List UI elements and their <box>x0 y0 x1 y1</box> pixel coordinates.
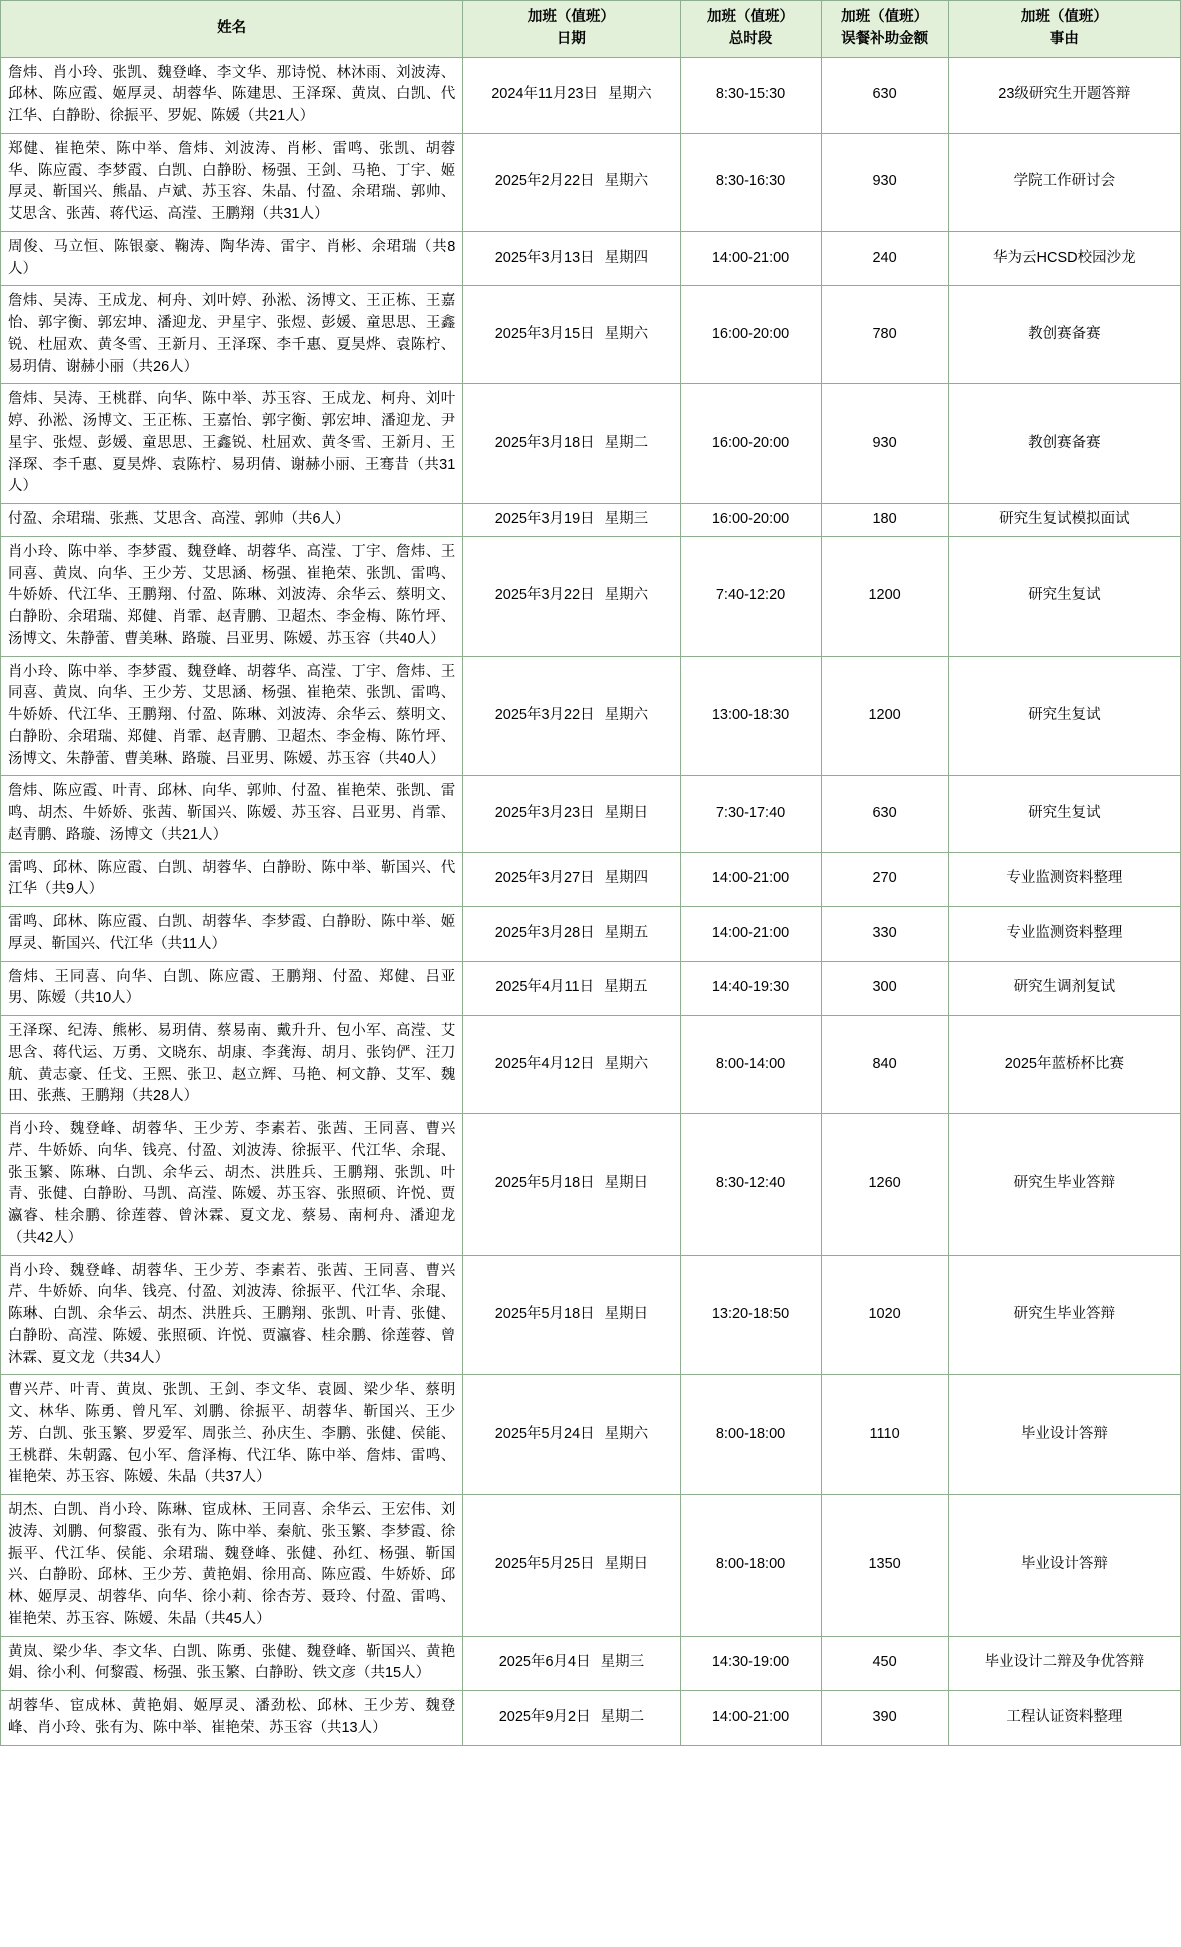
cell-date-value: 2025年5月18日 <box>494 1175 595 1192</box>
cell-date-value: 2025年5月18日 <box>494 1306 595 1322</box>
cell-date-value: 2025年3月22日 <box>494 587 595 604</box>
cell-amount: 390 <box>821 1691 948 1746</box>
cell-amount: 450 <box>821 1636 948 1691</box>
cell-date-value: 2025年3月27日 <box>494 870 595 887</box>
cell-reason: 专业监测资料整理 <box>948 907 1180 962</box>
cell-names: 王泽琛、纪涛、熊彬、易玥倩、蔡易南、戴升升、包小军、高滢、艾思含、蒋代运、万勇、文晓东、胡康、李龚海、胡月、张钧俨、汪刀航、黄志豪、任戈、王熙、张卫、赵立辉、马艳、柯文静、艾军、魏田、张燕、王鹏翔（共28人） <box>1 1016 463 1114</box>
table-row <box>1 133 1181 231</box>
cell-reason: 学院工作研讨会 <box>948 133 1180 231</box>
cell-amount: 1350 <box>821 1495 948 1637</box>
cell-weekday-value: 星期日 <box>604 1306 649 1322</box>
cell-amount: 630 <box>821 776 948 852</box>
cell-amount: 300 <box>821 961 948 1016</box>
column-header-amount-line2: 误餐补助金额 <box>841 30 929 47</box>
table-row <box>1 776 1181 852</box>
cell-weekday-value: 星期五 <box>604 979 648 996</box>
cell-date-value: 2025年3月15日 <box>494 325 595 342</box>
table-row <box>1 1636 1181 1691</box>
cell-date-value: 2025年9月2日 <box>498 1708 591 1725</box>
cell-reason: 研究生复试 <box>948 776 1180 852</box>
cell-names: 周俊、马立恒、陈银豪、鞠涛、陶华涛、雷宇、肖彬、余珺瑞（共8人） <box>1 231 463 286</box>
cell-names: 肖小玲、魏登峰、胡蓉华、王少芳、李素若、张茜、王同喜、曹兴芹、牛娇娇、向华、钱亮、付盈、刘波涛、徐振平、代江华、余琨、陈琳、白凯、余华云、胡杰、洪胜兵、王鹏翔、张凯、叶青、张健、白静盼、高滢、陈嫒、张照硕、许悦、贾瀛睿、桂余鹏、徐莲蓉、曾沐霖、夏文龙（共34人） <box>1 1255 463 1375</box>
cell-period: 8:30-12:40 <box>680 1114 821 1256</box>
cell-date <box>463 1375 680 1495</box>
cell-period: 13:00-18:30 <box>680 656 821 776</box>
cell-weekday-value: 星期五 <box>604 924 649 941</box>
column-header-amount-line1: 加班（值班） <box>841 9 929 25</box>
cell-weekday-value: 星期六 <box>604 707 649 723</box>
cell-period: 8:30-15:30 <box>680 57 821 133</box>
cell-names: 肖小玲、陈中举、李梦霞、魏登峰、胡蓉华、高滢、丁宇、詹炜、王同喜、黄岚、向华、王少芳、艾思涵、杨强、崔艳荣、张凯、雷鸣、牛娇娇、代江华、王鹏翔、付盈、陈琳、刘波涛、余华云、蔡明文、白静盼、余珺瑞、郑健、肖霏、赵青鹏、卫超杰、李金梅、陈竹坪、汤博文、朱静蕾、曹美琳、路璇、吕亚男、陈嫒、苏玉容（共40人） <box>1 656 463 776</box>
cell-period: 14:30-19:00 <box>680 1636 821 1691</box>
cell-reason: 工程认证资料整理 <box>948 1691 1180 1746</box>
cell-reason: 华为云HCSD校园沙龙 <box>948 231 1180 286</box>
cell-amount: 840 <box>821 1016 948 1114</box>
cell-date-value: 2025年5月25日 <box>494 1556 595 1573</box>
table-row <box>1 286 1181 384</box>
cell-reason: 研究生调剂复试 <box>948 961 1180 1016</box>
cell-period: 8:30-16:30 <box>680 133 821 231</box>
cell-reason: 2025年蓝桥杯比赛 <box>948 1016 1180 1114</box>
cell-names: 詹炜、王同喜、向华、白凯、陈应霞、王鹏翔、付盈、郑健、吕亚男、陈嫒（共10人） <box>1 961 463 1016</box>
cell-reason: 教创赛备赛 <box>948 384 1180 504</box>
table-header <box>1 1 1181 58</box>
table-row <box>1 1375 1181 1495</box>
cell-amount: 930 <box>821 133 948 231</box>
table-row <box>1 656 1181 776</box>
cell-date-value: 2025年6月4日 <box>498 1654 591 1671</box>
cell-reason: 毕业设计答辩 <box>948 1495 1180 1637</box>
cell-reason: 专业监测资料整理 <box>948 852 1180 907</box>
cell-names: 胡蓉华、宦成林、黄艳娟、姬厚灵、潘劲松、邱林、王少芳、魏登峰、肖小玲、张有为、陈中举、崔艳荣、苏玉容（共13人） <box>1 1691 463 1746</box>
cell-date <box>463 1495 680 1637</box>
cell-weekday-value: 星期四 <box>604 870 649 887</box>
cell-period: 14:00-21:00 <box>680 907 821 962</box>
cell-reason: 毕业设计答辩 <box>948 1375 1180 1495</box>
cell-names: 詹炜、吴涛、王成龙、柯舟、刘叶婷、孙淞、汤博文、王正栋、王嘉怡、郭字衡、郭宏坤、潘迎龙、尹星宇、张煜、彭媛、童思思、王鑫锐、杜屈欢、黄冬雪、王新月、王泽琛、李千惠、夏昊烨、袁陈柠、易玥倩、谢赫小丽（共26人） <box>1 286 463 384</box>
cell-weekday-value: 星期六 <box>604 587 649 604</box>
cell-date-value: 2025年4月12日 <box>494 1055 595 1072</box>
column-header-date-line2: 日期 <box>556 30 586 47</box>
cell-date <box>463 384 680 504</box>
cell-weekday-value: 星期六 <box>604 1055 649 1072</box>
cell-names: 詹炜、肖小玲、张凯、魏登峰、李文华、那诗悦、林沐雨、刘波涛、邱林、陈应霞、姬厚灵、胡蓉华、陈建思、王泽琛、黄岚、白凯、代江华、白静盼、徐振平、罗妮、陈媛（共21人） <box>1 57 463 133</box>
column-header-period-line2: 总时段 <box>728 30 773 47</box>
table-row <box>1 231 1181 286</box>
cell-date-value: 2024年11月23日 <box>491 86 599 103</box>
column-header-reason <box>948 1 1180 58</box>
cell-date <box>463 1016 680 1114</box>
cell-date <box>463 231 680 286</box>
cell-names: 肖小玲、陈中举、李梦霞、魏登峰、胡蓉华、高滢、丁宇、詹炜、王同喜、黄岚、向华、王少芳、艾思涵、杨强、崔艳荣、张凯、雷鸣、牛娇娇、代江华、王鹏翔、付盈、陈琳、刘波涛、余华云、蔡明文、白静盼、余珺瑞、郑健、肖霏、赵青鹏、卫超杰、李金梅、陈竹坪、汤博文、朱静蕾、曹美琳、路璇、吕亚男、陈嫒、苏玉容（共40人） <box>1 536 463 656</box>
table-row <box>1 1255 1181 1375</box>
table-row <box>1 907 1181 962</box>
cell-weekday-value: 星期六 <box>604 325 649 342</box>
table-row <box>1 1495 1181 1637</box>
cell-period: 8:00-14:00 <box>680 1016 821 1114</box>
cell-weekday-value: 星期六 <box>604 1425 649 1442</box>
table-row <box>1 57 1181 133</box>
cell-reason: 23级研究生开题答辩 <box>948 57 1180 133</box>
cell-weekday-value: 星期六 <box>604 173 649 190</box>
cell-period: 7:40-12:20 <box>680 536 821 656</box>
cell-date <box>463 776 680 852</box>
cell-period: 14:00-21:00 <box>680 852 821 907</box>
table-body <box>1 57 1181 1745</box>
table-row <box>1 1691 1181 1746</box>
cell-amount: 630 <box>821 57 948 133</box>
header-row <box>1 1 1181 58</box>
cell-weekday-value: 星期日 <box>604 1175 649 1192</box>
cell-weekday-value: 星期三 <box>600 1654 645 1671</box>
column-header-names: 姓名 <box>1 1 463 58</box>
cell-date <box>463 656 680 776</box>
cell-reason: 教创赛备赛 <box>948 286 1180 384</box>
cell-weekday-value: 星期四 <box>604 249 649 266</box>
cell-date <box>463 1114 680 1256</box>
cell-names: 詹炜、陈应霞、叶青、邱林、向华、郭帅、付盈、崔艳荣、张凯、雷鸣、胡杰、牛娇娇、张茜、靳国兴、陈嫒、苏玉容、吕亚男、肖霏、赵青鹏、路璇、汤博文（共21人） <box>1 776 463 852</box>
cell-date-value: 2025年3月23日 <box>494 805 595 821</box>
table-row <box>1 384 1181 504</box>
column-header-period <box>680 1 821 58</box>
column-header-period-line1: 加班（值班） <box>707 9 795 25</box>
cell-date <box>463 286 680 384</box>
cell-date-value: 2025年4月11日 <box>495 979 595 996</box>
cell-period: 7:30-17:40 <box>680 776 821 852</box>
cell-weekday-value: 星期二 <box>600 1708 645 1725</box>
cell-date <box>463 961 680 1016</box>
cell-names: 雷鸣、邱林、陈应霞、白凯、胡蓉华、白静盼、陈中举、靳国兴、代江华（共9人） <box>1 852 463 907</box>
table-row <box>1 852 1181 907</box>
column-header-date-line1: 加班（值班） <box>527 9 615 25</box>
cell-period: 14:00-21:00 <box>680 1691 821 1746</box>
cell-date <box>463 536 680 656</box>
cell-date-value: 2025年3月18日 <box>494 434 595 451</box>
cell-weekday-value: 星期三 <box>604 511 649 527</box>
table-row <box>1 1114 1181 1256</box>
cell-names: 肖小玲、魏登峰、胡蓉华、王少芳、李素若、张茜、王同喜、曹兴芹、牛娇娇、向华、钱亮、付盈、刘波涛、徐振平、代江华、余琨、张玉繁、陈琳、白凯、余华云、胡杰、洪胜兵、王鹏翔、张凯、叶青、张健、白静盼、马凯、高滢、陈嫒、苏玉容、张照硕、许悦、贾瀛睿、桂余鹏、徐莲蓉、曾沐霖、夏文龙、蔡易、南柯舟、潘迎龙（共42人） <box>1 1114 463 1256</box>
table-row <box>1 504 1181 537</box>
cell-amount: 180 <box>821 504 948 537</box>
cell-names: 曹兴芹、叶青、黄岚、张凯、王剑、李文华、袁圆、梁少华、蔡明文、林华、陈勇、曾凡军、刘鹏、徐振平、胡蓉华、靳国兴、王少芳、白凯、张玉繁、罗爱军、周张兰、孙庆生、李鹏、张健、侯能、王桃群、朱朝露、包小军、詹泽梅、代江华、陈中举、詹炜、雷鸣、崔艳荣、苏玉容、陈嫒、朱晶（共37人） <box>1 1375 463 1495</box>
cell-date <box>463 907 680 962</box>
cell-date <box>463 504 680 537</box>
cell-amount: 240 <box>821 231 948 286</box>
column-header-amount <box>821 1 948 58</box>
cell-amount: 1110 <box>821 1375 948 1495</box>
cell-date-value: 2025年5月24日 <box>494 1425 595 1442</box>
cell-names: 黄岚、梁少华、李文华、白凯、陈勇、张健、魏登峰、靳国兴、黄艳娟、徐小利、何黎霞、杨强、张玉繁、白静盼、铁文彦（共15人） <box>1 1636 463 1691</box>
cell-date <box>463 57 680 133</box>
cell-amount: 1200 <box>821 656 948 776</box>
cell-names: 胡杰、白凯、肖小玲、陈琳、宦成林、王同喜、余华云、王宏伟、刘波涛、刘鹏、何黎霞、张有为、陈中举、秦航、张玉繁、李梦霞、徐振平、代江华、侯能、余珺瑞、魏登峰、张健、孙红、杨强、靳国兴、白静盼、邱林、王少芳、黄艳娟、徐用高、陈应霞、牛娇娇、邱林、姬厚灵、胡蓉华、向华、徐小莉、徐杏芳、聂玲、付盈、雷鸣、崔艳荣、苏玉容、陈嫒、朱晶（共45人） <box>1 1495 463 1637</box>
column-header-reason-line1: 加班（值班） <box>1020 9 1108 25</box>
cell-weekday-value: 星期日 <box>604 805 649 821</box>
cell-date-value: 2025年3月13日 <box>494 249 595 266</box>
cell-amount: 1200 <box>821 536 948 656</box>
column-header-reason-line2: 事由 <box>1049 30 1079 47</box>
cell-reason: 研究生复试 <box>948 656 1180 776</box>
cell-names: 郑健、崔艳荣、陈中举、詹炜、刘波涛、肖彬、雷鸣、张凯、胡蓉华、陈应霞、李梦霞、白凯、白静盼、杨强、王剑、马艳、丁宇、姬厚灵、靳国兴、熊晶、卢斌、苏玉容、朱晶、付盈、余珺瑞、郭帅、艾思含、张茜、蒋代运、高滢、王鹏翔（共31人） <box>1 133 463 231</box>
cell-period: 8:00-18:00 <box>680 1375 821 1495</box>
cell-amount: 270 <box>821 852 948 907</box>
table-row <box>1 536 1181 656</box>
cell-date-value: 2025年3月22日 <box>494 707 595 723</box>
cell-period: 14:00-21:00 <box>680 231 821 286</box>
cell-date <box>463 1636 680 1691</box>
cell-weekday-value: 星期二 <box>604 434 649 451</box>
cell-period: 16:00-20:00 <box>680 286 821 384</box>
cell-reason: 研究生毕业答辩 <box>948 1114 1180 1256</box>
cell-date <box>463 1691 680 1746</box>
cell-date-value: 2025年2月22日 <box>494 173 595 190</box>
cell-date <box>463 1255 680 1375</box>
cell-names: 詹炜、吴涛、王桃群、向华、陈中举、苏玉容、王成龙、柯舟、刘叶婷、孙淞、汤博文、王正栋、王嘉怡、郭字衡、郭宏坤、潘迎龙、尹星宇、张煜、彭媛、童思思、王鑫锐、杜屈欢、黄冬雪、王新月、王泽琛、李千惠、夏昊烨、袁陈柠、易玥倩、谢赫小丽、王骞昔（共31人） <box>1 384 463 504</box>
cell-date-value: 2025年3月28日 <box>494 924 595 941</box>
cell-date <box>463 133 680 231</box>
cell-period: 8:00-18:00 <box>680 1495 821 1637</box>
column-header-date <box>463 1 680 58</box>
cell-date <box>463 852 680 907</box>
cell-period: 13:20-18:50 <box>680 1255 821 1375</box>
cell-weekday-value: 星期六 <box>608 86 652 103</box>
cell-reason: 毕业设计二辩及争优答辩 <box>948 1636 1180 1691</box>
cell-reason: 研究生复试模拟面试 <box>948 504 1180 537</box>
cell-amount: 930 <box>821 384 948 504</box>
cell-weekday-value: 星期日 <box>604 1556 649 1573</box>
cell-amount: 330 <box>821 907 948 962</box>
cell-amount: 1260 <box>821 1114 948 1256</box>
cell-reason: 研究生毕业答辩 <box>948 1255 1180 1375</box>
cell-period: 16:00-20:00 <box>680 384 821 504</box>
cell-names: 雷鸣、邱林、陈应霞、白凯、胡蓉华、李梦霞、白静盼、陈中举、姬厚灵、靳国兴、代江华（共11人） <box>1 907 463 962</box>
table-row <box>1 961 1181 1016</box>
table-row <box>1 1016 1181 1114</box>
cell-date-value: 2025年3月19日 <box>494 511 595 527</box>
cell-names: 付盈、余珺瑞、张燕、艾思含、高滢、郭帅（共6人） <box>1 504 463 537</box>
cell-period: 16:00-20:00 <box>680 504 821 537</box>
cell-reason: 研究生复试 <box>948 536 1180 656</box>
cell-amount: 780 <box>821 286 948 384</box>
cell-period: 14:40-19:30 <box>680 961 821 1016</box>
cell-amount: 1020 <box>821 1255 948 1375</box>
